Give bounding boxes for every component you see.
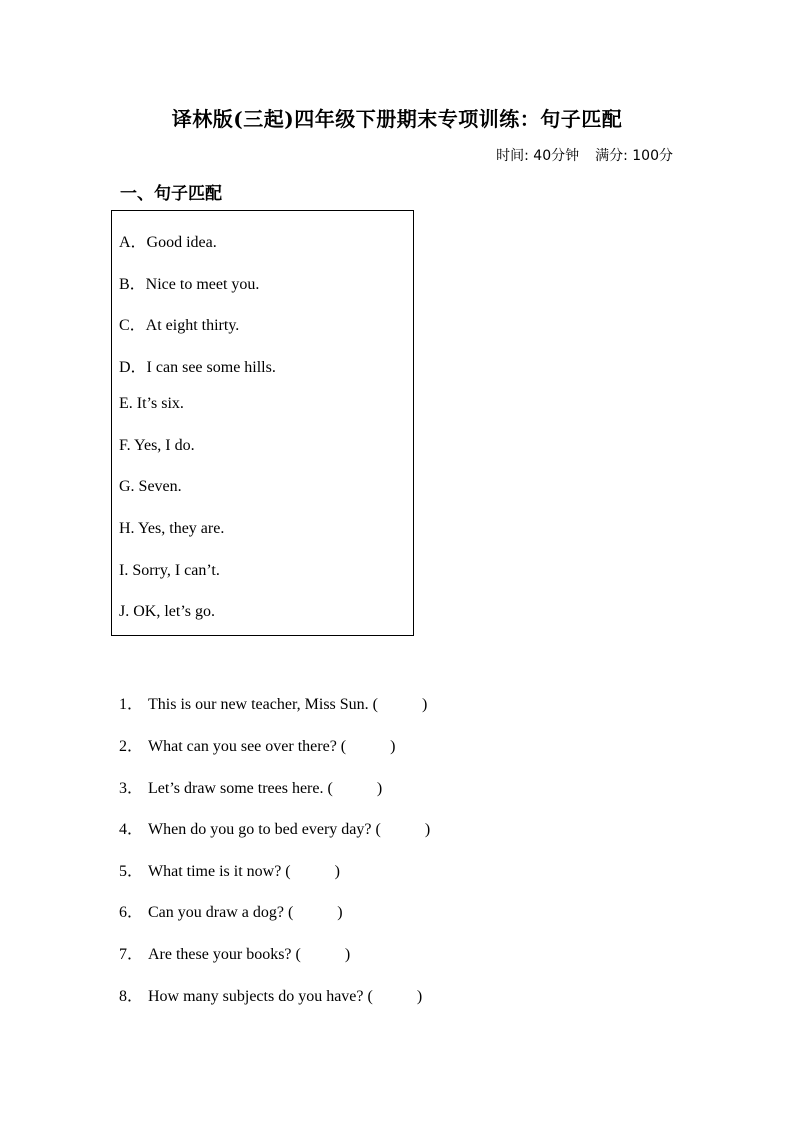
question-item [119, 983, 422, 1006]
question-item [119, 899, 343, 922]
close-paren: ) [422, 696, 428, 713]
question-number: 4． [119, 821, 144, 838]
question-number: 5． [119, 863, 144, 880]
option-b: B．Nice to meet you. [119, 276, 260, 293]
section-heading: 一、句子匹配 [120, 184, 222, 204]
question-item [119, 691, 427, 714]
question-number: 1． [119, 696, 144, 713]
question-text: What can you see over there? ( [148, 738, 347, 755]
question-number: 6． [119, 904, 144, 921]
question-text: Can you draw a dog? ( [148, 904, 294, 921]
question-text: Let’s draw some trees here. ( [148, 780, 333, 797]
close-paren: ) [416, 988, 423, 1005]
option-e: E. It’s six. [119, 395, 184, 412]
option-d: D．I can see some hills. [119, 359, 276, 376]
close-paren: ) [390, 738, 396, 755]
question-item [119, 816, 430, 839]
option-g: G. Seven. [119, 478, 182, 495]
close-paren: ) [337, 904, 343, 921]
question-item [119, 858, 340, 881]
answer-options-box [111, 210, 414, 636]
close-paren: ) [376, 780, 383, 797]
question-number: 8． [119, 988, 144, 1005]
close-paren: ) [424, 821, 431, 838]
question-item [119, 733, 395, 756]
question-text: How many subjects do you have? ( [148, 988, 373, 1005]
question-text: When do you go to bed every day? ( [148, 821, 381, 838]
question-item [119, 941, 350, 964]
question-text: What time is it now? ( [148, 863, 291, 880]
option-h: H. Yes, they are. [119, 520, 225, 537]
option-i: I. Sorry, I can’t. [119, 562, 220, 579]
option-j: J. OK, let’s go. [119, 603, 215, 620]
option-a: A．Good idea. [119, 234, 217, 251]
close-paren: ) [344, 946, 351, 963]
question-number: 3． [119, 780, 144, 797]
question-item [119, 775, 382, 798]
exam-meta [496, 145, 673, 165]
full-score: 满分: 100分 [595, 148, 673, 164]
question-number: 7． [119, 946, 144, 963]
page-title: 译林版(三起)四年级下册期末专项训练：句子匹配 [171, 107, 623, 131]
option-f: F. Yes, I do. [119, 437, 195, 454]
question-number: 2． [119, 738, 144, 755]
close-paren: ) [334, 863, 340, 880]
question-text: This is our new teacher, Miss Sun. ( [148, 696, 378, 713]
question-text: Are these your books? ( [148, 946, 301, 963]
time-limit: 时间: 40分钟 [496, 148, 580, 164]
option-c: C．At eight thirty. [119, 317, 240, 334]
